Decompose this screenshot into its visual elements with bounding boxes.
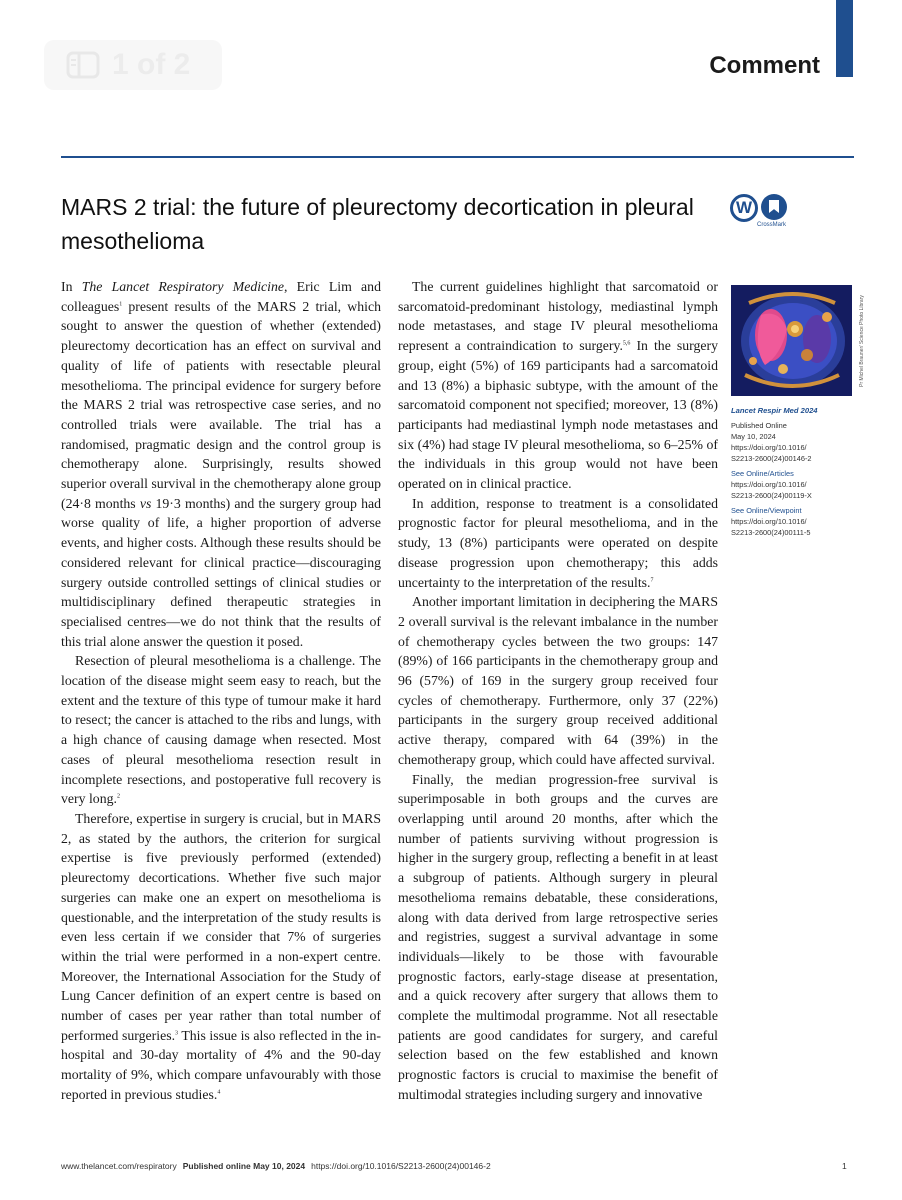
accent-bar xyxy=(836,0,853,77)
paragraph: Another important limitation in deciphering the MARS 2 overall survival is the relevant imbalance in the number of chemotherapy cycles between the two groups: 147 (89%) of 166 participants in the chemotherapy group and 96 (57%) of 169 in the surgery group received four cycles of chemotherapy. Furthermore, only 37 (22%) participants in the surgery group received additional active therapy, compared with 64 (39%) in the chemotherapy group, which could have affected survival. xyxy=(398,594,718,767)
wiley-logo-icon[interactable]: W xyxy=(730,194,758,222)
paragraph: Finally, the median progression-free survival is superimposable in both groups and the curves are overlapping until around 20 months, after which the number of patients surviving without progression is higher in the surgery group, reflecting a benefit in at least a subgroup of patients. Although surgery in pleural mesothelioma remains debatable, these considerations, along with data derived from large retrospective series and registries, suggest a survival advantage in some individuals—likely to be those with favourable prognostic factors, early-stage disease at presentation, and a quick recovery after surgery that allows them to complete the multimodal programme. Not all resectable patients are good candidates for surgery, and careful selection based on the few established and known prognostic factors is crucial to maximise the benefit of multimodal strategies including surgery and innovative xyxy=(398,771,718,1102)
footer-site[interactable]: www.thelancet.com/respiratory xyxy=(61,1161,177,1171)
right-column xyxy=(398,277,718,1105)
page-number: 1 xyxy=(842,1161,847,1171)
journal-info xyxy=(731,405,859,538)
see-viewpoint-link[interactable]: See Online/Viewpoint xyxy=(731,506,802,515)
image-credit: Pr Michel Brauner/ Science Photo Library xyxy=(859,294,865,387)
crossmark-icon[interactable] xyxy=(761,194,787,220)
journal-citation: Lancet Respir Med 2024 xyxy=(731,406,818,415)
sidebar-toggle-icon xyxy=(66,51,100,79)
page-indicator-text: 1 of 2 xyxy=(112,48,191,81)
doi-link[interactable]: https://doi.org/10.1016/ xyxy=(731,443,807,452)
doi-link[interactable]: S2213-2600(24)00111-5 xyxy=(731,528,811,537)
doi-link[interactable]: https://doi.org/10.1016/ xyxy=(731,517,807,526)
footer-published: Published online May 10, 2024 xyxy=(182,1161,306,1171)
doi-link[interactable]: S2213-2600(24)00119-X xyxy=(731,491,812,500)
article-title: MARS 2 trial: the future of pleurectomy decortication in pleural mesothelioma xyxy=(61,194,694,254)
footer-doi[interactable]: https://doi.org/10.1016/S2213-2600(24)00146-2 xyxy=(311,1161,491,1171)
left-column xyxy=(61,277,381,1105)
paragraph: The current guidelines highlight that sarcomatoid or sarcomatoid-predominant histology, mediastinal lymph node metastases, and stage IV pleural mesothelioma represent a contraindication to surgery.$^{5,6}$ In the surgery group, eight (5%) of 169 participants had a sarcomatoid and 13 (8%) a biphasic subtype, with the amount of the sarcomatoid component not specified; moreover, 13 (8%) participants had mediastinal lymph node metastases and six (4%) had stage IV pleural mesothelioma, so 6–25% of the individuals in this group would not have been operated on in clinical practice. xyxy=(398,279,718,492)
header-rule xyxy=(61,156,854,158)
published-date: May 10, 2024 xyxy=(731,432,776,441)
paragraph: In addition, response to treatment is a consolidated prognostic factor for pleural mesothelioma, and in the study, 13 (8%) participants were operated on despite disease progression upon chemotherapy; this adds uncertainty to the interpretation of the results.$^7$ xyxy=(398,495,718,590)
section-label: Comment xyxy=(709,52,820,79)
footer xyxy=(61,1161,491,1171)
paragraph: Resection of pleural mesothelioma is a challenge. The location of the disease might seem easy to reach, but the extent and the texture of this type of tumour make it hard to resect; the cancer is attached to the ribs and lungs, with a high chance of causing damage when resected. Most cases of pleural mesothelioma resection result in incomplete resections, and postoperative full recovery is very long.$^2$ xyxy=(61,653,381,807)
article-logos xyxy=(730,194,810,234)
page-indicator[interactable] xyxy=(44,40,222,90)
doi-link[interactable]: S2213-2600(24)00146-2 xyxy=(731,454,812,463)
see-articles-link[interactable]: See Online/Articles xyxy=(731,469,794,478)
paragraph: Therefore, expertise in surgery is crucial, but in MARS 2, as stated by the authors, the criterion for surgical expertise is five previously performed (extended) pleurectomy decortications. Whether five such major surgeries can make one an expert on mesothelioma is questionable, and the interpretation of the study results is even less certain if we consider that 7% of surgeries within the trial were performed in a non-expert centre. Moreover, the International Association for the Study of Lung Cancer definition of an expert centre is based on number of cases per year rather than total number of performed surgeries.$^3$ This issue is also reflected in the in-hospital and 30-day mortality of 4% and the 90-day mortality of 9%, which compare unfavourably with those reported in previous studies.$^4$ xyxy=(61,810,381,1102)
doi-link[interactable]: https://doi.org/10.1016/ xyxy=(731,480,807,489)
published-label: Published Online xyxy=(731,421,787,430)
paragraph: In The Lancet Respiratory Medicine, Eric Lim and colleagues$^1$ present results of the MARS 2 trial, which sought to answer the question of whether (extended) pleurectomy decortication has an effect on survival and quality of life of patients with resectable pleural mesothelioma. The principal evidence for surgery before the MARS 2 trial was retrospective case series, and no controlled trials were available. The trial has a randomised, pragmatic design and the control group is chemotherapy alone. Surprisingly, results showed superior overall survival in the chemotherapy alone group (24·8 months vs 19·3 months) and the surgery group had worse quality of life, a higher proportion of adverse events, and higher costs. Although these results should be considered relevant for clinical practice—discouraging surgery outside controlled settings of clinical studies or multidisciplinary defined therapeutic strategies in specialised centres—we do not think that the results of this trial alone answer the question it posed. xyxy=(61,279,381,649)
ct-scan-image xyxy=(731,285,852,396)
crossmark-label: CrossMark xyxy=(757,222,787,228)
